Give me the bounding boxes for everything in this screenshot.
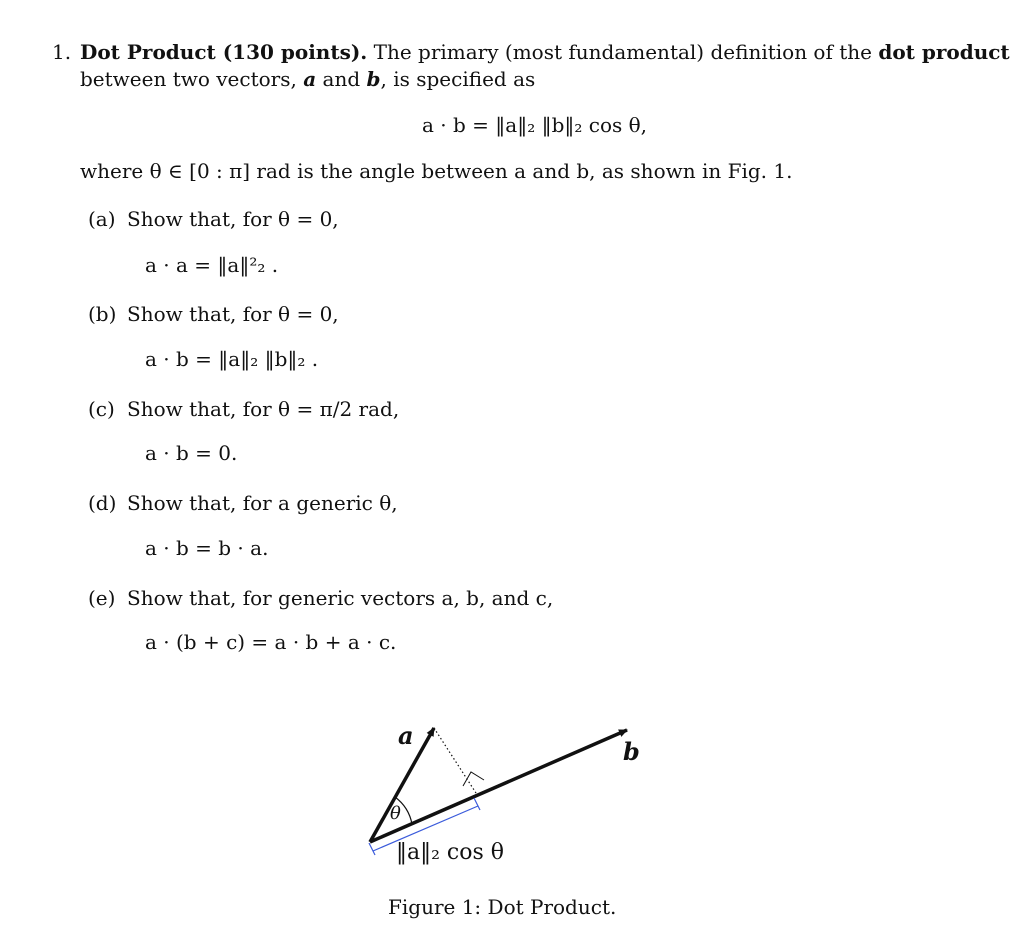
part-b-equation: a · b = ‖a‖₂ ‖b‖₂ . bbox=[145, 347, 319, 371]
right-angle-mark bbox=[463, 772, 484, 786]
figure-label-b: b bbox=[623, 737, 640, 766]
main-equation: a · b = ‖a‖₂ ‖b‖₂ cos θ, bbox=[422, 113, 648, 137]
part-b-label: (b) bbox=[88, 302, 117, 326]
part-b-text: Show that, for θ = 0, bbox=[127, 302, 339, 326]
part-a-label: (a) bbox=[88, 207, 116, 231]
part-d-equation: a · b = b · a. bbox=[145, 536, 269, 560]
part-a-text: Show that, for θ = 0, bbox=[127, 207, 339, 231]
figure-label-theta: θ bbox=[390, 803, 401, 824]
part-d-label: (d) bbox=[88, 491, 117, 515]
intro-and: and bbox=[316, 67, 367, 91]
intro-text-1: The primary (most fundamental) definition of the bbox=[367, 40, 879, 64]
part-a-equation: a · a = ‖a‖²₂ . bbox=[145, 253, 279, 277]
figure-projection-label: ‖a‖₂ cos θ bbox=[396, 840, 505, 865]
projection-bracket-right-tick bbox=[474, 798, 480, 810]
figure-label-a: a bbox=[398, 721, 414, 750]
part-e-equation: a · (b + c) = a · b + a · c. bbox=[145, 630, 397, 654]
projection-dotted-line bbox=[434, 728, 476, 793]
intro-dot-product: dot product bbox=[878, 40, 1010, 64]
intro-vector-a: a bbox=[303, 67, 317, 91]
part-d-text: Show that, for a generic θ, bbox=[127, 491, 398, 515]
intro-vector-b: b bbox=[366, 67, 381, 91]
problem-title: Dot Product (130 points). bbox=[80, 40, 368, 64]
part-c-label: (c) bbox=[88, 397, 115, 421]
figure-caption: Figure 1: Dot Product. bbox=[388, 895, 617, 919]
part-c-equation: a · b = 0. bbox=[145, 441, 238, 465]
intro-text-2: between two vectors, bbox=[80, 67, 304, 91]
intro-end: , is specified as bbox=[380, 67, 536, 91]
where-line: where θ ∈ [0 : π] rad is the angle between a and b, as shown in Fig. 1. bbox=[80, 159, 793, 183]
projection-bracket-left-tick bbox=[369, 843, 375, 855]
part-e-text: Show that, for generic vectors a, b, and c, bbox=[127, 586, 554, 610]
part-e-label: (e) bbox=[88, 586, 116, 610]
part-c-text: Show that, for θ = π/2 rad, bbox=[127, 397, 400, 421]
problem-number: 1. bbox=[52, 40, 72, 64]
